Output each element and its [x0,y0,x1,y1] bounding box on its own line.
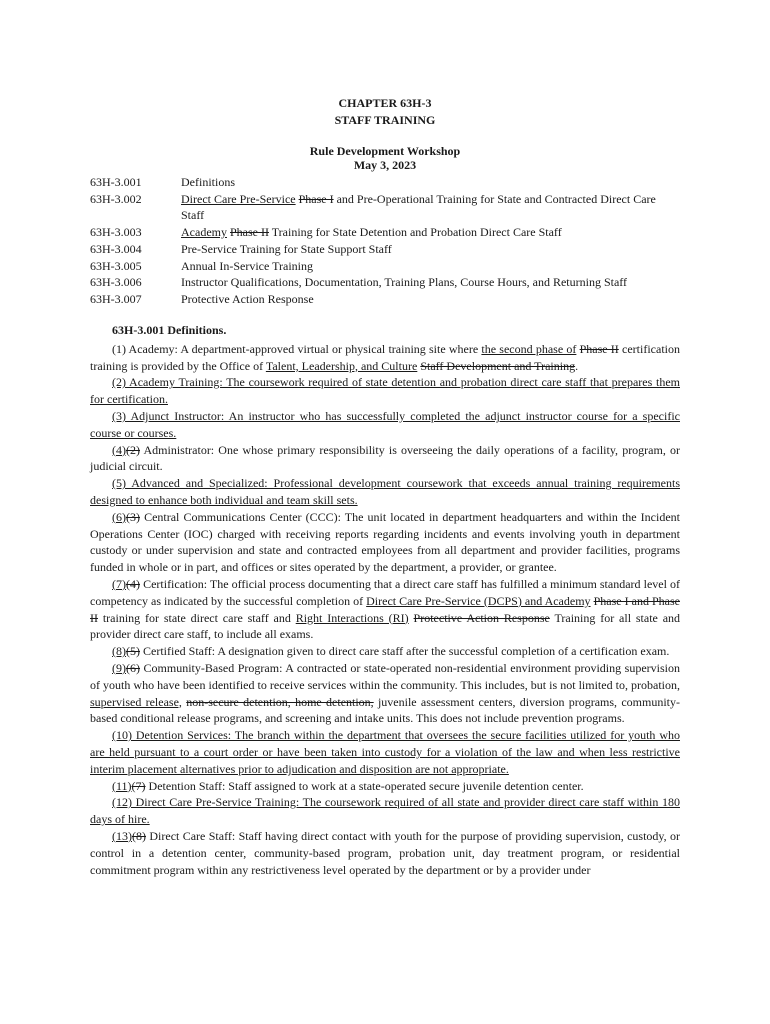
definition-paragraph [90,727,680,777]
toc-rule-title [181,191,681,224]
inserted-text: (7) [112,576,126,591]
inserted-text: (5) Advanced and Specialized: Professional development coursework that exceeds annual training requirements designed to enhance both individual and team skill sets. [90,476,680,507]
toc-rule-number: 63H-3.001 [90,175,142,189]
deleted-text: Phase I [298,191,334,206]
toc-rule-number: 63H-3.007 [90,291,142,306]
table-of-contents [90,174,690,308]
workshop-date: May 3, 2023 [353,158,417,172]
deleted-text: (2) [126,442,140,457]
deleted-text: non-secure detention, home detention, [186,694,374,709]
text-run: Detention Staff: Staff assigned to work at a state-operated secure juvenile detention center. [145,778,584,793]
deleted-text: Phase I and Phase II [90,593,680,625]
deleted-text: Protective Action Response [413,610,550,625]
inserted-text: supervised release, [90,694,182,709]
toc-rule-title [181,224,681,241]
text-run: training for state direct care staff and [98,610,296,625]
workshop-title: Rule Development Workshop [309,144,461,158]
inserted-text: Academy [181,225,227,240]
toc-rule-number: 63H-3.003 [90,225,142,240]
toc-entry [90,258,690,275]
inserted-text: Right Interactions (RI) [295,610,409,625]
chapter-title: STAFF TRAINING [334,113,436,127]
definition-paragraph [90,509,680,576]
deleted-text: Staff Development and Training [420,358,576,373]
definition-paragraph [90,828,680,878]
text-run: Annual In-Service Training [181,258,313,273]
toc-entry [90,224,690,241]
toc-rule-title [181,291,681,308]
toc-entry [90,274,690,291]
inserted-text: (2) Academy Training: The coursework required of state detention and probation direct care staff that prepares them for certification. [90,375,680,407]
text-run: (1) Academy: A department-approved virtual or physical training site where [112,341,482,356]
inserted-text: (4) [112,442,126,457]
deleted-text: (7) [131,778,146,793]
inserted-text: (13) [112,828,132,843]
inserted-text: (3) Adjunct Instructor: An instructor who has successfully completed the adjunct instructor course for a specific course or courses. [90,408,680,440]
toc-rule-title [181,258,681,275]
text-run: Training for all state and provider direct care staff, to include all exams. [90,610,681,642]
section-heading: 63H-3.001 Definitions. [112,323,227,337]
inserted-text: (11) [112,778,132,793]
toc-rule-title [181,274,681,291]
toc-rule-number: 63H-3.002 [90,191,142,206]
definition-paragraph [90,341,680,375]
text-run: Instructor Qualifications, Documentation, Training Plans, Course Hours, and Returning Staff [181,275,628,290]
definition-paragraph [90,794,680,828]
definition-paragraph [90,643,680,660]
text-run: Protective Action Response [181,291,314,306]
definitions-list [90,341,680,879]
chapter-heading: CHAPTER 63H-3 [338,96,432,110]
text-run: Central Communications Center (CCC): The unit located in department headquarters and within the Incident Operations Center (IOC) charged with receiving reports regarding incidents and events involving youth in department custody or under supervision and state and contracted employees from all department and provider facilities, programs funded in whole or in part, and offices or sites operated by the department, a provider, or grantee. [90,509,680,575]
text-run: Administrator: One whose primary responsibility is overseeing the daily operations of a facility, program, or judicial circuit. [90,442,680,474]
inserted-text: (8) [112,644,126,659]
toc-rule-number: 63H-3.004 [90,241,142,256]
inserted-text: Direct Care Pre-Service (DCPS) and Academy [366,593,591,608]
toc-entry [90,291,690,308]
definition-paragraph [90,374,680,408]
inserted-text: (6) [112,509,126,524]
text-run: Training for State Detention and Probation Direct Care Staff [268,225,562,240]
text-run: Certification: The official process documenting that a direct care staff has fulfilled a minimum standard level of competency as indicated by the successful completion of [90,576,680,608]
text-run: Certified Staff: A designation given to direct care staff after the successful completion of a certification exam. [140,644,670,659]
deleted-text: (5) [126,644,140,659]
deleted-text: Phase II [229,225,269,240]
toc-rule-number: 63H-3.006 [90,275,142,290]
toc-rule-title [181,174,681,191]
text-run: . [575,358,579,373]
inserted-text: (10) Detention Services: The branch within the department that oversees the secure facilities utilized for youth who are held pursuant to a court order or have been taken into custody for a violation of the law and when less restrictive interim placement alternatives prior to adjudication and disposition are not appropriate. [90,728,680,776]
deleted-text: (8) [132,828,146,843]
definition-paragraph [90,576,680,643]
inserted-text: Talent, Leadership, and Culture [265,358,418,373]
toc-rule-title [181,241,681,258]
toc-entry [90,191,690,224]
text-run: certification training is provided by the Office of [90,341,680,373]
definition-paragraph [90,475,680,509]
text-run: Pre-Service Training for State Support Staff [181,241,392,256]
definition-paragraph [90,408,680,442]
toc-rule-number: 63H-3.005 [90,258,142,273]
definition-paragraph [90,442,680,476]
definition-paragraph [90,778,680,795]
definitions-section [90,322,680,878]
deleted-text: (6) [126,660,140,675]
inserted-text: the second phase of [481,341,577,356]
deleted-text: (4) [126,576,140,591]
toc-entry [90,174,690,191]
deleted-text: Phase II [579,341,619,356]
inserted-text: Direct Care Pre-Service [181,191,296,206]
text-run: juvenile assessment centers, diversion programs, community-based conditional release programs, and screening and intake units. This does not include prevention programs. [90,694,681,726]
definition-paragraph [90,660,680,727]
text-run: and Pre-Operational Training for State and Contracted Direct Care Staff [181,191,656,223]
text-run: Definitions [181,175,235,189]
toc-entry [90,241,690,258]
inserted-text: (9) [112,660,126,675]
text-run: Direct Care Staff: Staff having direct contact with youth for the purpose of providing supervision, custody, or control in a detention center, community-based program, probation unit, day treatment program, or residential commitment program within any restrictiveness level operated by the department or by a provider under [90,828,680,877]
text-run: Community-Based Program: A contracted or state-operated non-residential environment providing supervision of youth who have been identified to receive services within the community. This includes, but is not limited to, probation, [90,660,680,692]
inserted-text: (12) Direct Care Pre-Service Training: The coursework required of all state and provider direct care staff within 180 days of hire. [90,795,680,827]
deleted-text: (3) [126,509,140,524]
